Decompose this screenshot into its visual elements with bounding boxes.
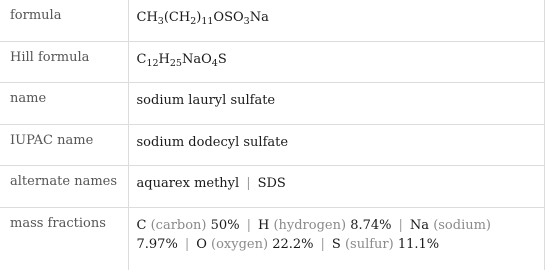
formula-part: (CH [164,10,190,25]
row-label-hill-formula: Hill formula [0,42,128,83]
element-symbol: Na [410,218,429,233]
hill-subscript: 4 [212,58,218,69]
name-value: sodium lauryl sulfate [128,83,545,125]
hill-part: S [218,52,227,67]
hill-part: H [159,52,170,67]
element-symbol: C [137,218,147,233]
alternate-name: aquarex methyl [137,176,240,191]
formula-subscript: 3 [158,16,164,27]
hill-part: C [137,52,147,67]
element-fraction: 8.74% [350,218,391,233]
formula-part: ) [196,10,201,25]
mass-fraction-item [332,237,439,252]
element-name: (hydrogen) [273,218,346,233]
formula-part: Na [250,10,269,25]
row-label-alternate-names: alternate names [0,166,128,208]
table-row-hill-formula [0,42,545,83]
hill-subscript: 12 [146,58,158,69]
table-row-name [0,83,545,125]
mass-fractions-value [128,208,545,270]
element-fraction: 22.2% [272,237,313,252]
mass-fraction-item [137,218,240,233]
element-name: (carbon) [151,218,207,233]
element-symbol: O [196,237,207,252]
formula-part: CH [137,10,158,25]
separator: | [239,176,257,191]
element-fraction: 11.1% [398,237,439,252]
separator: | [392,218,410,233]
mass-fraction-item [196,237,313,252]
separator: | [240,218,258,233]
element-fraction: 7.97% [137,237,178,252]
mass-fraction-item [258,218,392,233]
iupac-name-value: sodium dodecyl sulfate [128,125,545,166]
row-label-mass-fractions: mass fractions [0,208,128,270]
formula-value [128,0,545,42]
separator: | [314,237,332,252]
alternate-name: SDS [258,176,286,191]
element-symbol: H [258,218,269,233]
formula-subscript: 3 [244,16,250,27]
hill-subscript: 25 [170,58,182,69]
table-row-formula [0,0,545,42]
formula-subscript: 11 [201,16,213,27]
formula-part: OSO [213,10,243,25]
table-row-alternate-names [0,166,545,208]
element-name: (sodium) [433,218,491,233]
alternate-names-value [128,166,545,208]
hill-part: NaO [182,52,212,67]
hill-formula-value [128,42,545,83]
row-label-name: name [0,83,128,125]
element-fraction: 50% [211,218,240,233]
element-symbol: S [332,237,341,252]
element-name: (sulfur) [345,237,394,252]
row-label-formula: formula [0,0,128,42]
separator: | [178,237,196,252]
formula-subscript: 2 [190,16,196,27]
table-row-mass-fractions [0,208,545,270]
table-row-iupac-name [0,125,545,166]
row-label-iupac-name: IUPAC name [0,125,128,166]
element-name: (oxygen) [211,237,268,252]
